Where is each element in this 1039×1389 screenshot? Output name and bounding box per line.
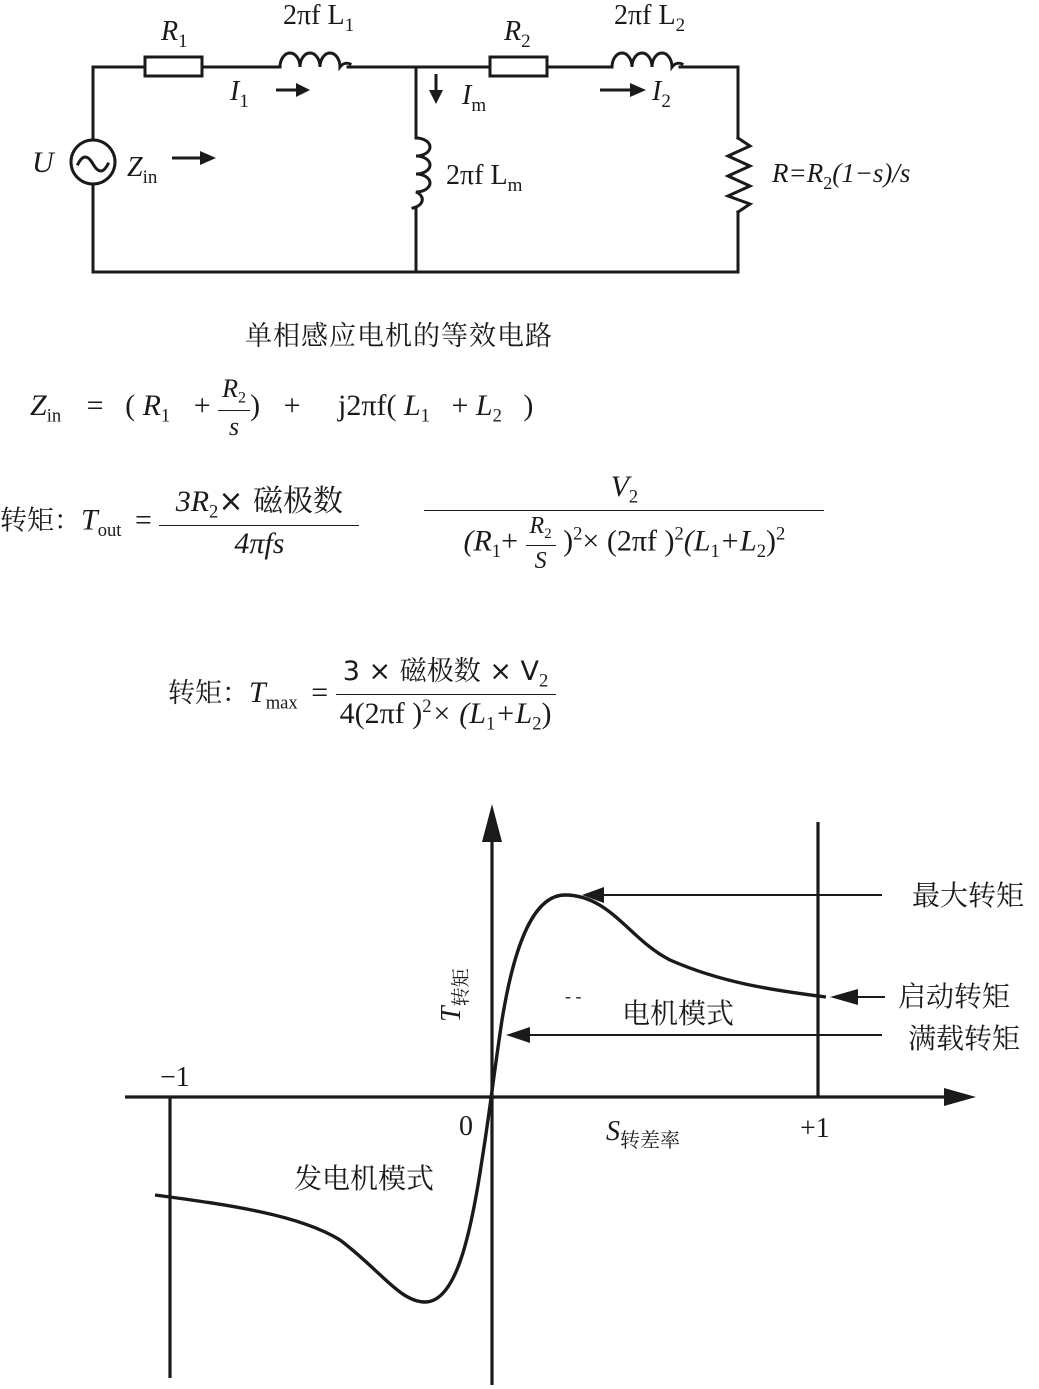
tmax-fraction: $\frac{3 \times 磁极数 \times V_2}{4(2\pi f )^2\times (L_1+L_2)}$ <box>336 656 556 734</box>
tick-zero: 0 <box>459 1111 473 1142</box>
tout-fraction-voltage: $V_2$ ($R_1+$ $\frac{R_2}{S}$ )$^2$× (2πf )$^2(L_1+L_2)^2$ <box>424 472 824 573</box>
resistor-r2 <box>490 57 547 76</box>
label-r2: $R_2$ <box>504 16 531 52</box>
label-l1: 2πf $L_1$ <box>283 0 355 36</box>
label-i1: $I_1$ <box>230 76 249 112</box>
full-load-torque-arrow-icon <box>506 1027 530 1043</box>
label-u: U <box>32 146 54 179</box>
label-r1: $R_1$ <box>161 16 188 52</box>
i2-arrow-icon <box>630 83 646 97</box>
resistor-r1 <box>145 57 202 76</box>
torque-curve <box>155 895 826 1302</box>
zin-fraction: $\frac{R_2}{s}$ <box>218 376 250 440</box>
label-motor-mode: 电机模式 <box>622 997 735 1030</box>
label-max-torque: 最大转矩 <box>912 879 1025 912</box>
label-lm: 2πf $L_m$ <box>446 160 523 196</box>
x-axis-label: $S_{转差率}$ <box>606 1116 680 1152</box>
x-axis-arrow-icon <box>944 1088 976 1106</box>
zin-lhs: Z <box>30 388 47 422</box>
label-start-torque: 启动转矩 <box>898 980 1011 1013</box>
tick-neg1: −1 <box>160 1062 190 1093</box>
start-torque-arrow-icon <box>830 989 858 1005</box>
label-generator-mode: 发电机模式 <box>294 1162 435 1195</box>
label-i2: $I_2$ <box>652 76 671 112</box>
label-faint-dash: - - <box>565 986 582 1006</box>
inductor-l2 <box>612 53 682 67</box>
equation-tmax: 转矩：$T_{max}$ = $\frac{3 \times 磁极数 \times V_2}{4(2\pi f )^2\times (L_1+L_2)}$ <box>168 656 556 734</box>
label-full-load-torque: 满载转矩 <box>908 1022 1021 1055</box>
label-zin: $Z_{in}$ <box>127 152 158 188</box>
equivalent-circuit-diagram <box>0 0 1039 300</box>
im-arrow-icon <box>429 90 443 104</box>
y-axis-arrow-icon <box>482 804 502 842</box>
ac-source-wave-icon <box>78 157 108 171</box>
y-axis-label: $T_{转矩}$ <box>436 968 472 1022</box>
tout-fraction-torque: $\frac{3R_2\times 磁极数}{\text{4πfs}}$ <box>159 487 359 559</box>
equation-tout: 转矩：$T_{out}$ = $\frac{3R_2\times 磁极数}{\text{4πfs}}$ $V_2$ ($R_1+$ $\frac{R_2}{S}$ )$^2$× (2πf )$^2(L_1+L_2)^2$ <box>0 472 824 573</box>
circuit-caption: 单相感应电机的等效电路 <box>245 321 553 352</box>
resistor-load <box>728 138 750 212</box>
inductor-lm <box>413 138 430 208</box>
zin-arrow-icon <box>200 151 216 165</box>
label-load: $R=R_2(1-s)/s$ <box>772 158 911 193</box>
tick-pos1: +1 <box>800 1113 830 1144</box>
inductor-l1 <box>280 53 350 67</box>
equation-zin: $Z_{in}$ = ( $R_1$ + $\frac{R_2}{s}$ ) + j2πf( $L_1 + L_2$ ) <box>30 374 534 441</box>
max-torque-arrow-icon <box>582 887 604 903</box>
i1-arrow-icon <box>296 83 310 97</box>
label-l2: 2πf $L_2$ <box>614 0 686 36</box>
label-im: $I_m$ <box>462 80 487 116</box>
